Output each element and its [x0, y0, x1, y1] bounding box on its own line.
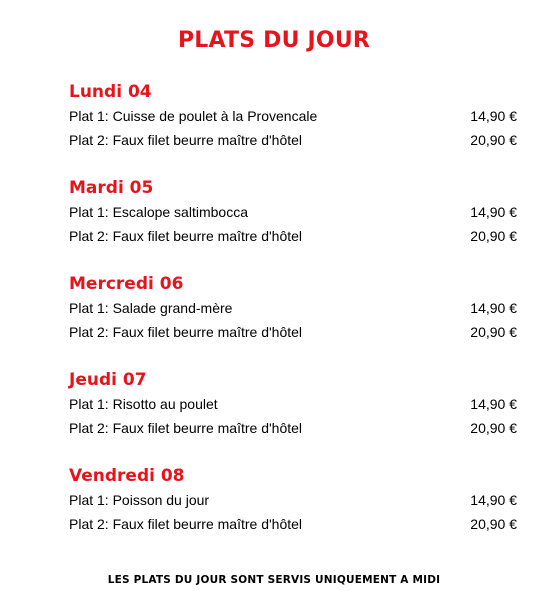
dish-row — [69, 320, 517, 344]
day-heading: Vendredi 08 — [69, 466, 185, 486]
page-title: PLATS DU JOUR — [177, 28, 371, 53]
dish-label: Plat 2: Faux filet beurre maître d'hôtel — [69, 324, 303, 340]
dish-label: Plat 2: Faux filet beurre maître d'hôtel — [69, 132, 303, 148]
dish-row — [69, 104, 517, 128]
dish-label: Plat 1: Salade grand-mère — [69, 300, 233, 316]
dish-price: 20,90 € — [470, 132, 517, 148]
dish-price: 14,90 € — [470, 108, 517, 124]
dish-price: 14,90 € — [470, 300, 517, 316]
day-section-mercredi — [69, 272, 517, 368]
dish-row — [69, 392, 517, 416]
dish-label: Plat 2: Faux filet beurre maître d'hôtel — [69, 228, 303, 244]
dish-label: Plat 1: Risotto au poulet — [69, 396, 218, 412]
dish-row — [69, 224, 517, 248]
dish-label: Plat 2: Faux filet beurre maître d'hôtel — [69, 420, 303, 436]
dish-row — [69, 200, 517, 224]
dish-row — [69, 296, 517, 320]
dish-label: Plat 2: Faux filet beurre maître d'hôtel — [69, 516, 303, 532]
day-heading: Mardi 05 — [69, 178, 154, 198]
dish-price: 20,90 € — [470, 420, 517, 436]
dish-price: 14,90 € — [470, 492, 517, 508]
dish-price: 14,90 € — [470, 204, 517, 220]
dish-price: 14,90 € — [470, 396, 517, 412]
dish-row — [69, 488, 517, 512]
dish-row — [69, 416, 517, 440]
menu-days — [69, 80, 517, 560]
dish-label: Plat 1: Poisson du jour — [69, 492, 210, 508]
day-section-vendredi — [69, 464, 517, 560]
dish-price: 20,90 € — [470, 324, 517, 340]
dish-label: Plat 1: Cuisse de poulet à la Provencale — [69, 108, 318, 124]
dish-label: Plat 1: Escalope saltimbocca — [69, 204, 248, 220]
dish-row — [69, 512, 517, 536]
dish-row — [69, 128, 517, 152]
day-heading: Lundi 04 — [69, 82, 152, 102]
day-section-lundi — [69, 80, 517, 176]
dish-price: 20,90 € — [470, 516, 517, 532]
day-heading: Jeudi 07 — [69, 370, 147, 390]
day-section-jeudi — [69, 368, 517, 464]
dish-price: 20,90 € — [470, 228, 517, 244]
footer-note: LES PLATS DU JOUR SONT SERVIS UNIQUEMENT A MIDI — [107, 574, 441, 586]
day-heading: Mercredi 06 — [69, 274, 184, 294]
day-section-mardi — [69, 176, 517, 272]
